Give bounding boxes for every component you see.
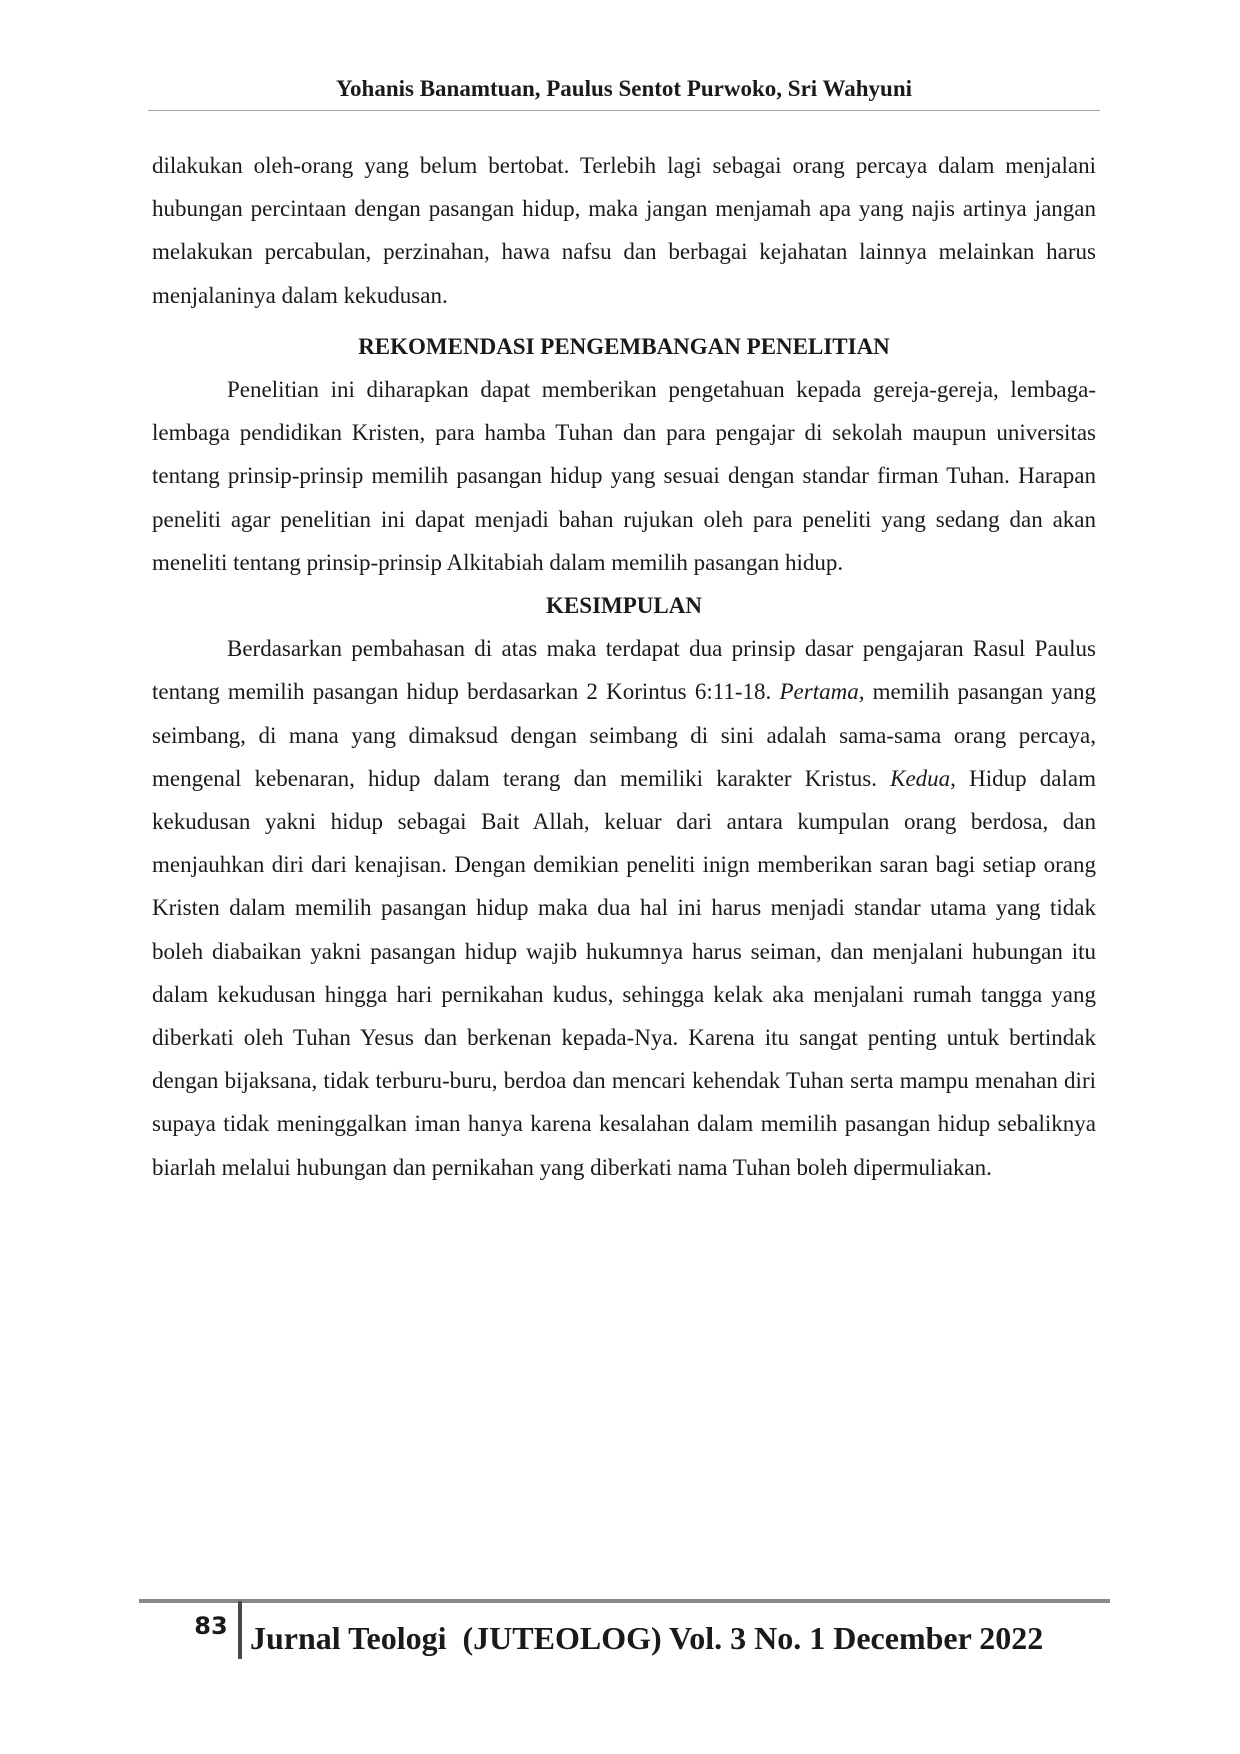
conclusion-text-part2: memilih pasangan yang seimbang, di mana yang dimaksud dengan seimbang di sini adalah sama-sama orang percaya, mengenal kebenaran, hidup dalam terang dan memiliki karakter Kristus. xyxy=(152,679,1096,791)
header-rule xyxy=(148,110,1100,111)
conclusion-text-part1: Berdasarkan pembahasan di atas maka terdapat dua prinsip dasar pengajaran Rasul Paulus tentang memilih pasangan hidup berdasarkan 2 Korintus 6:11-18. xyxy=(152,636,1096,705)
footer-divider-bar xyxy=(238,1601,242,1659)
running-header-authors: Yohanis Banamtuan, Paulus Sentot Purwoko, Sri Wahyuni xyxy=(335,76,913,101)
recommendation-heading: REKOMENDASI PENGEMBANGAN PENELITIAN xyxy=(358,333,890,359)
footer-rule xyxy=(139,1599,1110,1603)
recommendation-paragraph: Penelitian ini diharapkan dapat memberikan pengetahuan kepada gereja-gereja, lembaga-lembaga pendidikan Kristen, para hamba Tuhan dan para pengajar di sekolah maupun universitas tentang prinsip-prinsip memilih pasangan hidup yang sesuai dengan standar firman Tuhan. Harapan peneliti agar penelitian ini dapat menjadi bahan rujukan oleh para peneliti yang sedang dan akan meneliti tentang prinsip-prinsip Alkitabiah dalam memilih pasangan hidup. xyxy=(152,377,1096,575)
page-number: 83 xyxy=(194,1612,228,1640)
page-content xyxy=(152,144,1096,1189)
continued-paragraph: dilakukan oleh-orang yang belum bertobat. Terlebih lagi sebagai orang percaya dalam menjalani hubungan percintaan dengan pasangan hidup, maka jangan menjamah apa yang najis artinya jangan melakukan percabulan, perzinahan, hawa nafsu dan berbagai kejahatan lainnya melainkan harus menjalaninya dalam kekudusan. xyxy=(152,153,1096,308)
journal-title: Jurnal Teologi (JUTEOLOG) Vol. 3 No. 1 December 2022 xyxy=(250,1620,1044,1656)
conclusion-paragraph xyxy=(152,627,1096,1189)
conclusion-italic-kedua: Kedua, xyxy=(890,765,956,791)
conclusion-heading: KESIMPULAN xyxy=(546,593,702,619)
conclusion-text-part3: Hidup dalam kekudusan yakni hidup sebagai Bait Allah, keluar dari antara kumpulan orang berdosa, dan menjauhkan diri dari kenajisan. Dengan demikian peneliti inign memberikan saran bagi setiap orang Kristen dalam memilih pasangan hidup maka dua hal ini harus menjadi standar utama yang tidak boleh diabaikan yakni pasangan hidup wajib hukumnya harus seiman, dan menjalani hubungan itu dalam kekudusan hingga hari pernikahan kudus, sehingga kelak aka menjalani rumah tangga yang diberkati oleh Tuhan Yesus dan berkenan kepada-Nya. Karena itu sangat penting untuk bertindak dengan bijaksana, tidak terburu-buru, berdoa dan mencari kehendak Tuhan serta mampu menahan diri supaya tidak meninggalkan iman hanya karena kesalahan dalam memilih pasangan hidup sebaliknya biarlah melalui hubungan dan pernikahan yang diberkati nama Tuhan boleh dipermuliakan. xyxy=(152,765,1096,1180)
conclusion-italic-pertama: Pertama, xyxy=(779,679,865,705)
